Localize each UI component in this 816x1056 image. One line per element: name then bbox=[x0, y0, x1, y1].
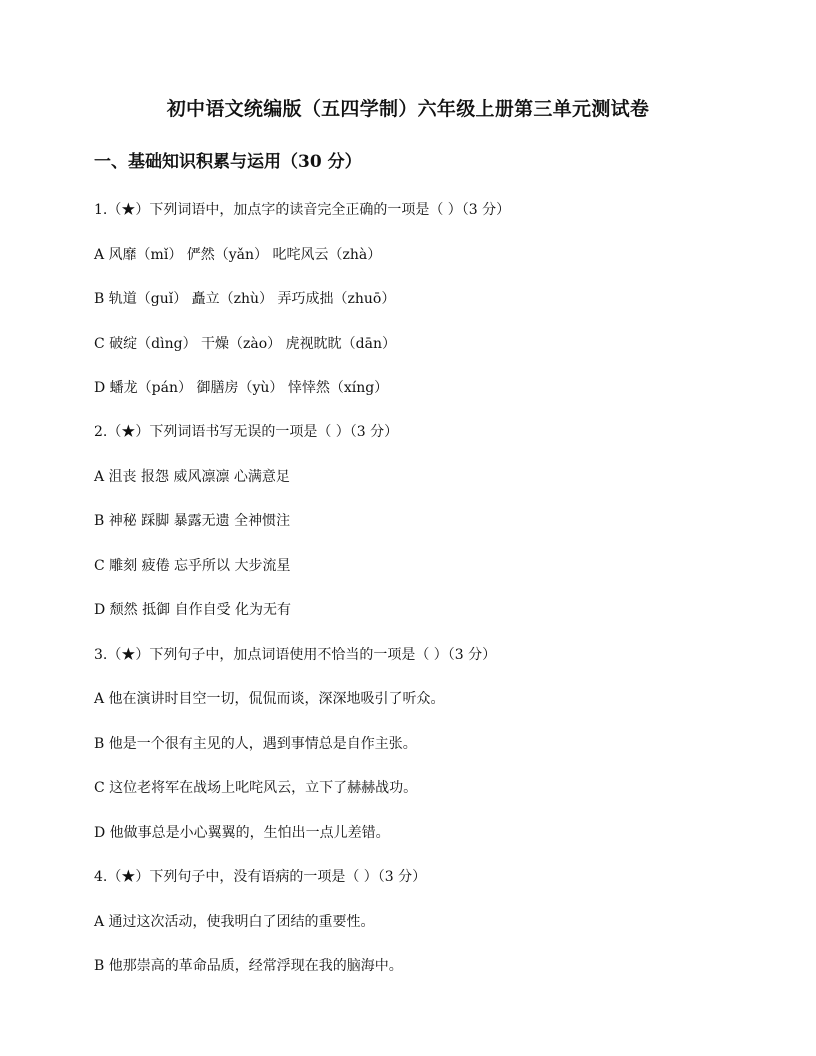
question-3-option-d: D 他做事总是小心翼翼的，生怕出一点儿差错。 bbox=[94, 825, 390, 841]
section-heading: 一、基础知识积累与运用（30 分） bbox=[94, 152, 362, 172]
question-2-option-d: D 颓然 抵御 自作自受 化为无有 bbox=[94, 602, 292, 618]
question-4-stem: 4.（★）下列句子中，没有语病的一项是（ ）（3 分） bbox=[94, 869, 427, 885]
question-4-option-b: B 他那崇高的革命品质，经常浮现在我的脑海中。 bbox=[94, 958, 403, 974]
question-2-stem: 2.（★）下列词语书写无误的一项是（ ）（3 分） bbox=[94, 424, 399, 440]
question-2-option-a: A 沮丧 报怨 威风凛凛 心满意足 bbox=[94, 469, 290, 485]
question-4-option-a: A 通过这次活动，使我明白了团结的重要性。 bbox=[94, 914, 375, 930]
question-1-option-d: D 蟠龙（pán） 御膳房（yù） 悻悻然（xíng） bbox=[94, 380, 389, 396]
question-2-option-b: B 神秘 踩脚 暴露无遗 全神惯注 bbox=[94, 513, 291, 529]
question-1-option-c: C 破绽（dìng） 干燥（zào） 虎视眈眈（dān） bbox=[94, 336, 396, 352]
question-1-option-b: B 轨道（guǐ） 矗立（zhù） 弄巧成拙（zhuō） bbox=[94, 291, 396, 307]
page-title: 初中语文统编版（五四学制）六年级上册第三单元测试卷 bbox=[166, 98, 650, 120]
question-2-option-c: C 雕刻 疲倦 忘乎所以 大步流星 bbox=[94, 558, 291, 574]
question-1-stem: 1.（★）下列词语中，加点字的读音完全正确的一项是（ ）（3 分） bbox=[94, 202, 511, 218]
question-3-option-b: B 他是一个很有主见的人，遇到事情总是自作主张。 bbox=[94, 736, 417, 752]
question-3-stem: 3.（★）下列句子中，加点词语使用不恰当的一项是（ ）（3 分） bbox=[94, 647, 497, 663]
question-3-option-c: C 这位老将军在战场上叱咤风云，立下了赫赫战功。 bbox=[94, 780, 418, 796]
question-1-option-a: A 风靡（mǐ） 俨然（yǎn） 叱咤风云（zhà） bbox=[94, 247, 382, 263]
question-3-option-a: A 他在演讲时目空一切，侃侃而谈，深深地吸引了听众。 bbox=[94, 691, 445, 707]
